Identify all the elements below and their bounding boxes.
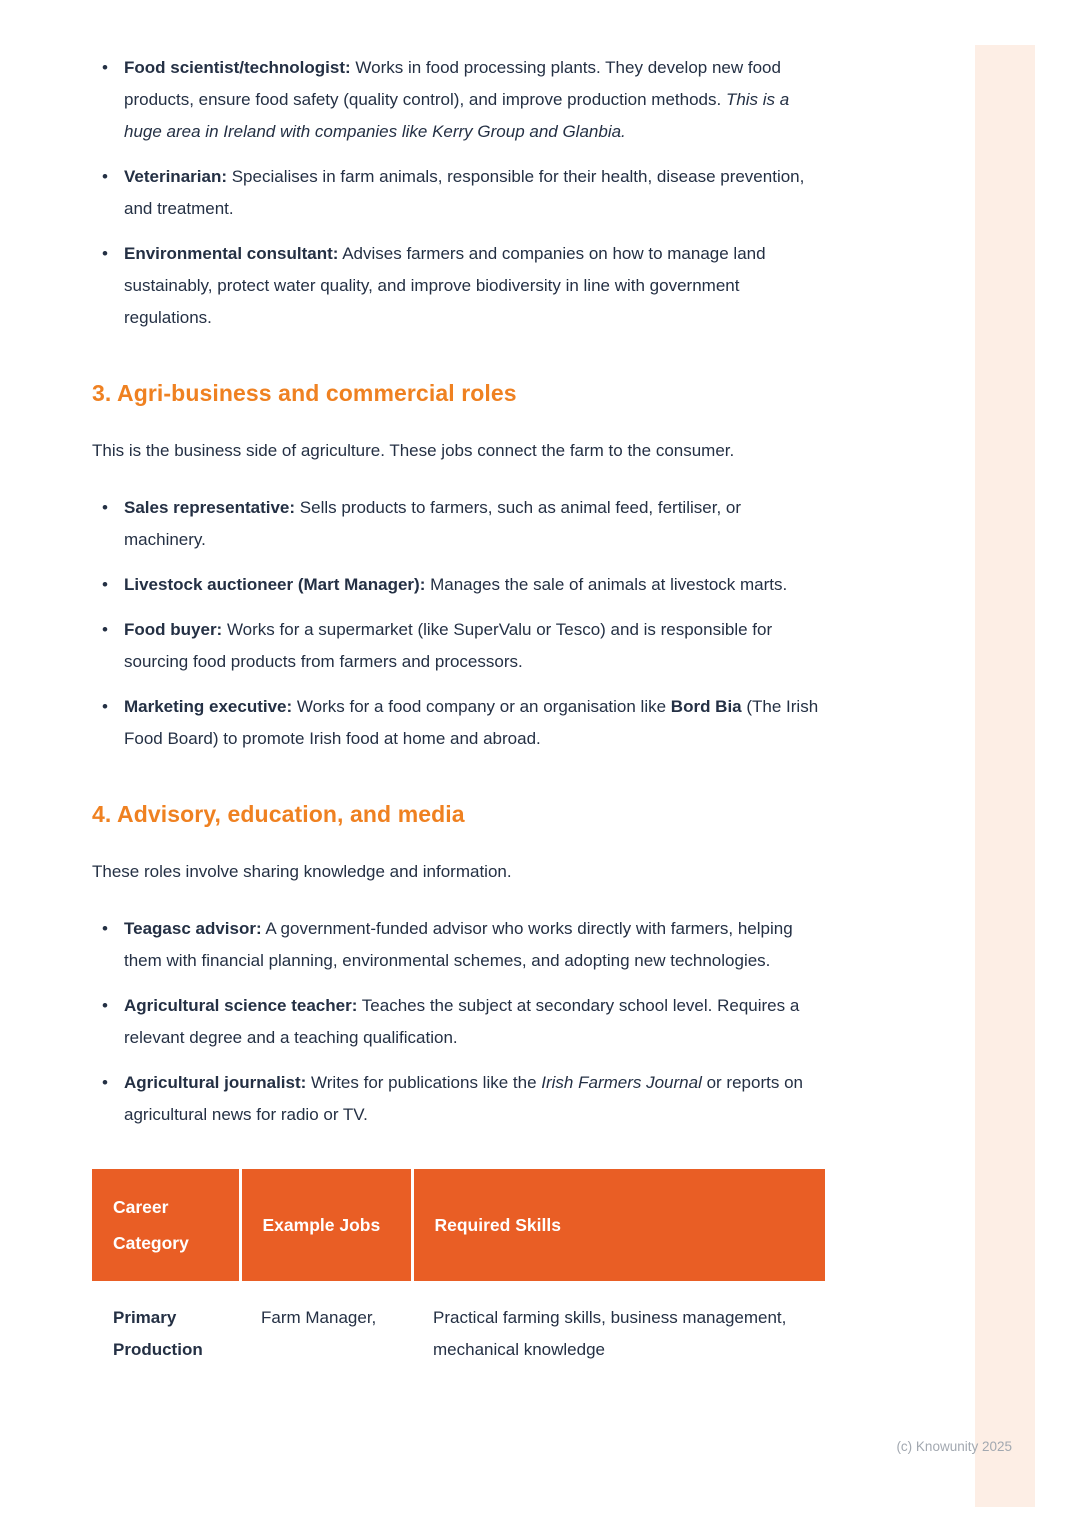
section-heading-advisory: 4. Advisory, education, and media	[92, 801, 465, 827]
bullet-text: Advises farmers and companies on how to manage land sustainably, protect water quality, and improve biodiversity in line with government regulations.	[124, 244, 766, 327]
bullet-term: Agricultural journalist:	[124, 1073, 307, 1092]
section-heading-agri-business: 3. Agri-business and commercial roles	[92, 380, 517, 406]
bullet-term: Food buyer:	[124, 620, 223, 639]
column-header-required-skills: Required Skills	[412, 1169, 825, 1281]
bullet-text: Sells products to farmers, such as animal feed, fertiliser, or machinery.	[124, 498, 742, 549]
career-skills-table	[92, 1169, 825, 1384]
column-header-career-category: Career Category	[92, 1169, 240, 1281]
watermark: (c) Knowunity 2025	[896, 1439, 1012, 1454]
list-item	[92, 52, 825, 148]
list-item	[92, 492, 825, 556]
section-intro: These roles involve sharing knowledge and information.	[92, 862, 512, 881]
bullet-text: or reports on agricultural news for radio or TV.	[124, 1073, 803, 1124]
bullet-text: (The Irish Food Board) to promote Irish food at home and abroad.	[124, 697, 819, 748]
bullet-text: Specialises in farm animals, responsible for their health, disease prevention, and treatment.	[124, 167, 805, 218]
bullet-text: Works for a supermarket (like SuperValu or Tesco) and is responsible for sourcing food products from farmers and processors.	[124, 620, 773, 671]
agri-business-roles-list	[92, 492, 825, 755]
table-row	[92, 1281, 825, 1384]
cell-example-jobs: Farm Manager,	[240, 1281, 412, 1384]
bullet-term: Environmental consultant:	[124, 244, 339, 263]
bullet-bold-text: Bord Bia	[670, 697, 742, 716]
bullet-italic-text: This is a huge area in Ireland with companies like Kerry Group and Glanbia.	[124, 90, 790, 141]
bullet-text: Manages the sale of animals at livestock marts.	[425, 575, 788, 594]
section-intro: This is the business side of agriculture. These jobs connect the farm to the consumer.	[92, 441, 735, 460]
cell-career-category: Primary Production	[92, 1281, 240, 1384]
list-item	[92, 569, 825, 601]
cell-required-skills: Practical farming skills, business management, mechanical knowledge	[412, 1281, 825, 1384]
bullet-text: A government-funded advisor who works directly with farmers, helping them with financial planning, environmental schemes, and adopting new technologies.	[124, 919, 793, 970]
list-item	[92, 238, 825, 334]
list-item	[92, 1067, 825, 1131]
list-item	[92, 990, 825, 1054]
bullet-italic-text: Irish Farmers Journal	[541, 1073, 702, 1092]
bullet-term: Agricultural science teacher:	[124, 996, 358, 1015]
bullet-text: Teaches the subject at secondary school level. Requires a relevant degree and a teaching qualification.	[124, 996, 800, 1047]
list-item	[92, 691, 825, 755]
bullet-text: Works in food processing plants. They develop new food products, ensure food safety (quality control), and improve production methods.	[124, 58, 781, 109]
bullet-term: Veterinarian:	[124, 167, 227, 186]
list-item	[92, 161, 825, 225]
bullet-term: Sales representative:	[124, 498, 296, 517]
list-item	[92, 913, 825, 977]
table-header-row	[92, 1169, 825, 1281]
right-margin-stripe	[975, 45, 1035, 1507]
bullet-term: Teagasc advisor:	[124, 919, 262, 938]
science-careers-list	[92, 52, 825, 334]
bullet-term: Food scientist/technologist:	[124, 58, 351, 77]
bullet-term: Marketing executive:	[124, 697, 293, 716]
bullet-text: Writes for publications like the	[306, 1073, 542, 1092]
bullet-text: Works for a food company or an organisation like	[292, 697, 671, 716]
bullet-term: Livestock auctioneer (Mart Manager):	[124, 575, 426, 594]
advisory-roles-list	[92, 913, 825, 1131]
list-item	[92, 614, 825, 678]
column-header-example-jobs: Example Jobs	[240, 1169, 412, 1281]
